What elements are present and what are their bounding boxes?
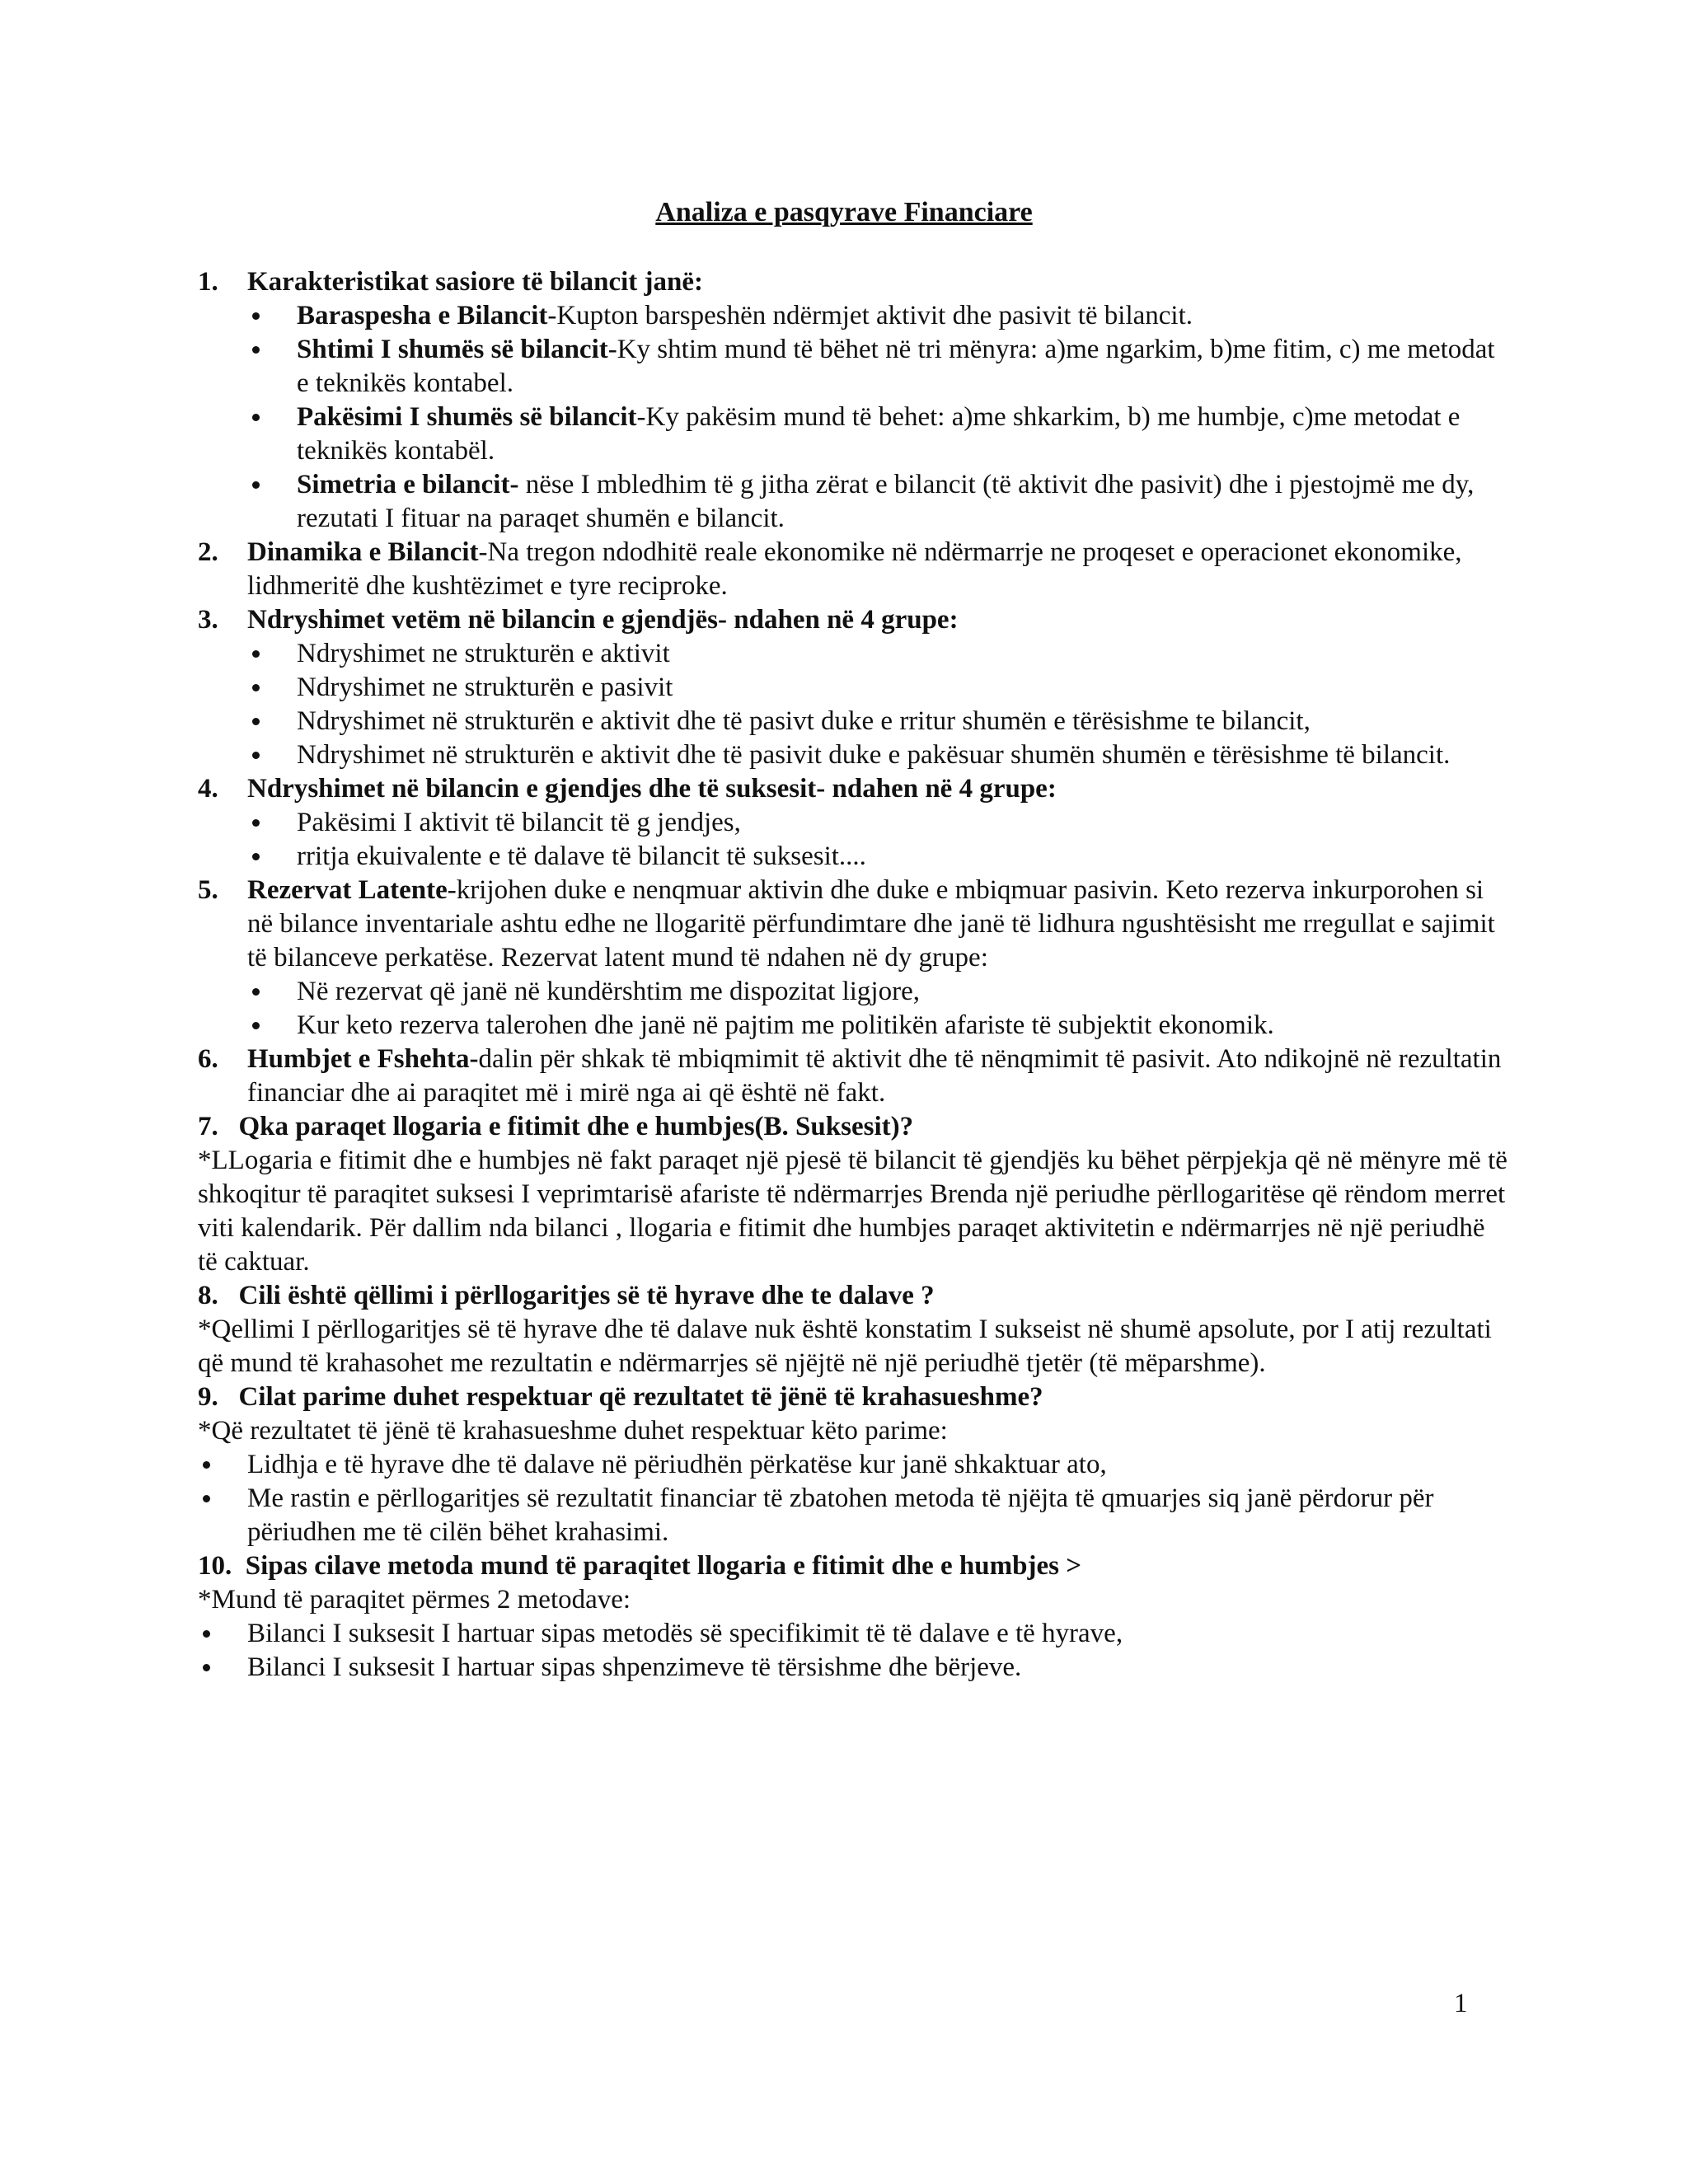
answer-9: *Që rezultatet të jënë të krahasueshme duhet respektuar këto parime:: [198, 1416, 948, 1446]
list-item: [247, 299, 1508, 333]
section-heading: Ndryshimet në bilancin e gjendjes dhe të suksesit- ndahen në 4 grupe:: [247, 774, 1057, 804]
term: Rezervat Latente: [247, 875, 448, 905]
term: Pakësimi I shumës së bilancit: [297, 402, 637, 432]
list-item: Ndryshimet në strukturën e aktivit dhe të pasivit duke e pakësuar shumën shumën e tërësishme të bilancit.: [247, 738, 1508, 772]
question-7-heading: 7. Qka paraqet llogaria e fitimit dhe e humbjes(B. Suksesit)?: [198, 1112, 914, 1141]
section-number: 5.: [198, 875, 218, 905]
list-item: rritja ekuivalente e të dalave të bilancit të suksesit....: [247, 840, 1508, 874]
section-3: [198, 603, 1508, 772]
section-paragraph: [247, 1043, 1508, 1110]
list-item: Lidhja e të hyrave dhe të dalave në përiudhën përkatëse kur janë shkaktuar ato,: [198, 1448, 1508, 1482]
section-number: 3.: [198, 605, 218, 635]
question-9-heading: 9. Cilat parime duhet respektuar që rezultatet të jënë të krahasueshme?: [198, 1382, 1043, 1412]
section-6: [198, 1043, 1508, 1110]
definition: -Kupton barspeshën ndërmjet aktivit dhe pasivit të bilancit.: [547, 301, 1193, 330]
list-item: [247, 401, 1508, 468]
section-number: 4.: [198, 774, 218, 804]
section-paragraph: [247, 536, 1508, 603]
bullet-list: [247, 975, 1508, 1043]
list-item: Në rezervat që janë në kundërshtim me dispozitat ligjore,: [247, 975, 1508, 1009]
list-item: Pakësimi I aktivit të bilancit të g jendjes,: [247, 806, 1508, 840]
definition: -Na tregon ndodhitë reale ekonomike në ndërmarrje ne proqeset e operacionet ekonomike, lidhmeritë dhe kushtëzimet e tyre reciproke.: [247, 537, 1462, 601]
page-title: Analiza e pasqyrave Financiare: [655, 197, 1033, 227]
question-10-heading: 10. Sipas cilave metoda mund të paraqitet llogaria e fitimit dhe e humbjes >: [198, 1551, 1082, 1581]
list-item: Ndryshimet në strukturën e aktivit dhe të pasivt duke e rritur shumën e tërësishme te bilancit,: [247, 705, 1508, 738]
section-heading: Karakteristikat sasiore të bilancit janë:: [247, 267, 703, 297]
section-5: [198, 874, 1508, 1043]
section-4: [198, 772, 1508, 874]
bullet-list: [247, 299, 1508, 536]
section-heading: Ndryshimet vetëm në bilancin e gjendjës- ndahen në 4 grupe:: [247, 605, 959, 635]
definition: nëse I mbledhim të g jitha zërat e bilancit (të aktivit dhe pasivit) dhe i pjestojmë me dy, rezutati I fituar na paraqet shumën e bilancit.: [297, 470, 1475, 533]
list-item: [247, 333, 1508, 401]
answer-10: *Mund të paraqitet përmes 2 metodave:: [198, 1585, 631, 1615]
answer-7: *LLogaria e fitimit dhe e humbjes në fakt paraqet një pjesë të bilancit të gjendjës ku bëhet përpjekja që në mënyre më të shkoqitur të paraqitet suksesi I veprimtarisë afariste të ndërmarrjes Brenda një periudhe përllogaritëse që rëndom merret viti kalendarik. Për dallim nda bilanci , llogaria e fitimit dhe humbjes paraqet aktivitetin e ndërmarrjes në një periudhë të caktuar.: [198, 1146, 1507, 1277]
list-item: Kur keto rezerva talerohen dhe janë në pajtim me politikën afariste të subjektit ekonomik.: [247, 1009, 1508, 1043]
section-number: 2.: [198, 537, 218, 567]
answer-8: *Qellimi I përllogaritjes së të hyrave dhe të dalave nuk është konstatim I sukseist në shumë apsolute, por I atij rezultati që mund të krahasohet me rezultatin e ndërmarrjes së njëjtë në një periudhë tjetër (të mëparshme).: [198, 1315, 1492, 1378]
section-2: [198, 536, 1508, 603]
list-item: Ndryshimet ne strukturën e pasivit: [247, 671, 1508, 705]
bullet-list: [247, 806, 1508, 874]
definition: -Ky shtim mund të bëhet në tri mënyra: a)me ngarkim, b)me fitim, c) me metodat e teknikës kontabel.: [297, 335, 1495, 398]
term: Humbjet e Fshehta-: [247, 1044, 479, 1074]
term: Baraspesha e Bilancit: [297, 301, 548, 330]
definition: dalin për shkak të mbiqmimit të aktivit dhe të nënqmimit të pasivit. Ato ndikojnë në rezultatin financiar dhe ai paraqitet më i mirë nga ai që është në fakt.: [247, 1044, 1502, 1108]
definition: -Ky pakësim mund të behet: a)me shkarkim, b) me humbje, c)me metodat e teknikës kontabël.: [297, 402, 1461, 466]
list-item: Ndryshimet ne strukturën e aktivit: [247, 637, 1508, 671]
list-item: Me rastin e përllogaritjes së rezultatit financiar të zbatohen metoda të njëjta të qmuarjes siq janë përdorur për përiudhen me të cilën bëhet krahasimi.: [198, 1482, 1508, 1549]
section-number: 1.: [198, 267, 218, 297]
question-8-heading: 8. Cili është qëllimi i përllogaritjes së të hyrave dhe te dalave ?: [198, 1281, 935, 1310]
document-body: [198, 265, 1508, 1685]
term: Dinamika e Bilancit: [247, 537, 479, 567]
section-1: [198, 265, 1508, 536]
definition: -krijohen duke e nenqmuar aktivin dhe duke e mbiqmuar pasivin. Keto rezerva inkurporohen si në bilance inventariale ashtu edhe ne llogaritë përfundimtare dhe janë të lidhura ngushtësisht me rregullat e sajimit të bilanceve perkatëse. Rezervat latent mund të ndahen në dy grupe:: [247, 875, 1495, 972]
bullet-list: [247, 637, 1508, 772]
term: Simetria e bilancit-: [297, 470, 519, 499]
list-item: [247, 468, 1508, 536]
list-item: Bilanci I suksesit I hartuar sipas shpenzimeve të tërsishme dhe bërjeve.: [198, 1651, 1508, 1685]
bullet-list: [198, 1448, 1508, 1549]
section-paragraph: [247, 874, 1508, 975]
bullet-list: [198, 1617, 1508, 1685]
section-number: 6.: [198, 1044, 218, 1074]
page-number: 1: [1454, 1989, 1468, 2018]
list-item: Bilanci I suksesit I hartuar sipas metodës së specifikimit të të dalave e të hyrave,: [198, 1617, 1508, 1651]
term: Shtimi I shumës së bilancit: [297, 335, 608, 364]
